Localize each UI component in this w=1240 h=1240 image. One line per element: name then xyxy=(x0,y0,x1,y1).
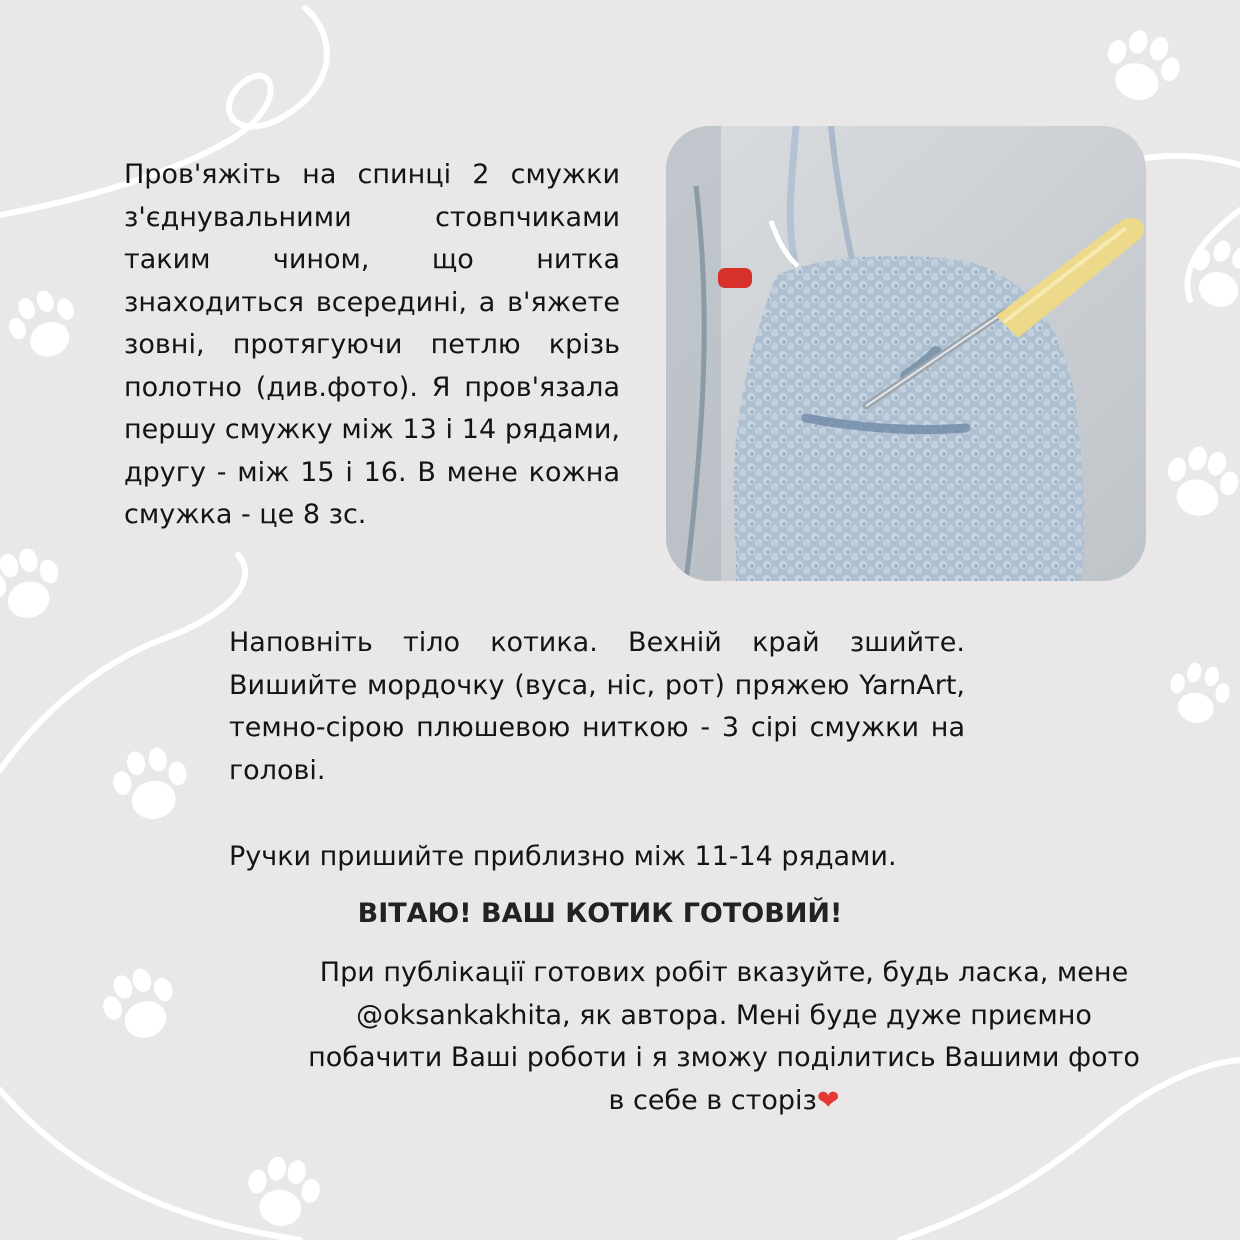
paw-icon xyxy=(1158,440,1240,524)
author-credit-note xyxy=(300,952,1148,1122)
paw-icon xyxy=(1163,659,1234,729)
paw-icon xyxy=(1096,23,1187,111)
paw-icon xyxy=(242,1152,325,1231)
congrats-heading: ВІТАЮ! ВАШ КОТИК ГОТОВИЙ! xyxy=(357,898,843,929)
stitch-marker xyxy=(718,268,752,288)
instruction-paragraph-3: Ручки пришийте приблизно між 11-14 рядами. xyxy=(229,841,897,872)
paw-icon xyxy=(0,282,87,368)
instruction-paragraph-2: Наповніть тіло котика. Вехній край зшийте. Вишийте мордочку (вуса, ніс, рот) пряжею YarnArt, темно-сірою плюшевою ниткою - 3 сірі смужки на голові. xyxy=(229,627,965,786)
author-credit-text: При публікації готових робіт вказуйте, будь ласка, мене @oksankakhita, як автора. Мені буде дуже приємно побачити Ваші роботи і я зможу поділитись Вашими фото в себе в сторіз xyxy=(308,957,1140,1116)
paw-icon xyxy=(0,542,68,626)
knitting-photo xyxy=(666,126,1146,581)
paw-icon xyxy=(108,743,193,825)
instruction-paragraph-1: Пров'яжіть на спинці 2 смужки з'єднувальними стовпчиками таким чином, що нитка знаходиться всередині, а в'яжете зовні, протягуючи петлю крізь полотно (див.фото). Я пров'язала першу смужку між 13 і 14 рядами, другу - між 15 і 16. В мене кожна смужка - це 8 зс. xyxy=(124,159,620,530)
paw-icon xyxy=(94,960,185,1049)
swirl-line xyxy=(0,1090,300,1240)
heart-icon: ❤ xyxy=(816,1084,840,1116)
